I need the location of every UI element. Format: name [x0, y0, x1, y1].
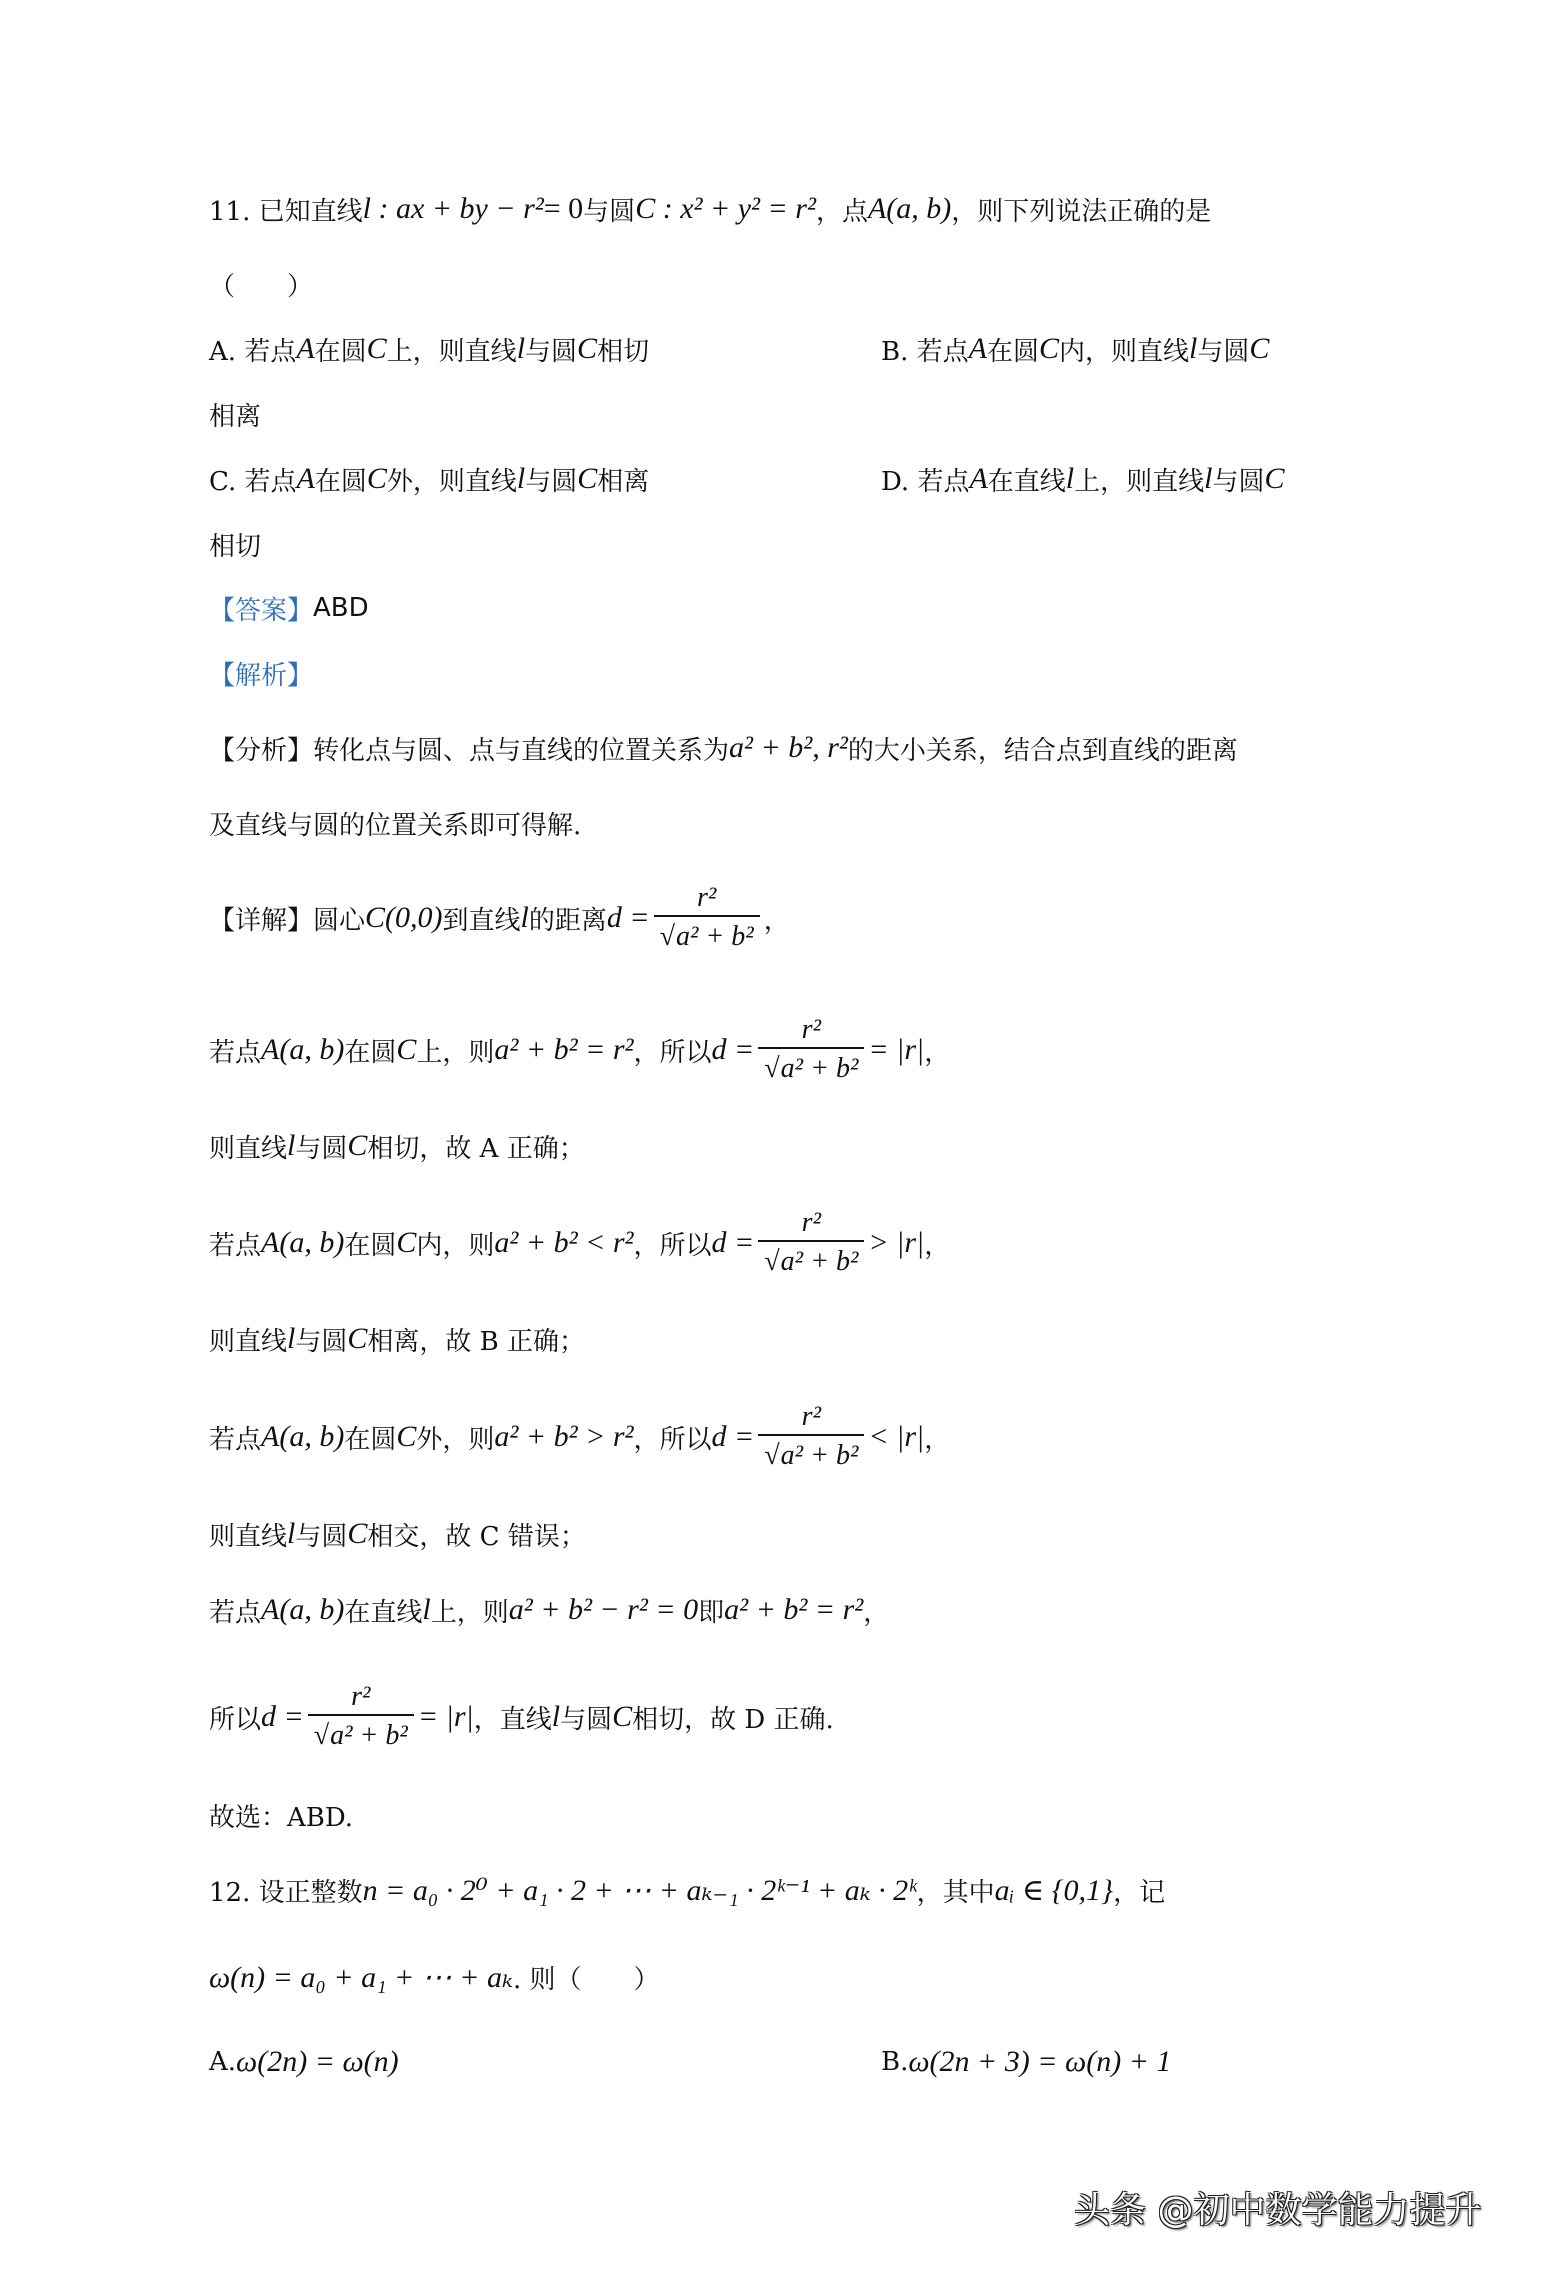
text-line — [209, 2032, 399, 2092]
math-expression: a² + b² < r² — [494, 1226, 634, 1259]
text-line — [209, 1014, 951, 1084]
math-expression: A — [296, 332, 315, 365]
text: 相离，故 B 正确； — [367, 1326, 586, 1357]
text: 若点 — [209, 1230, 262, 1261]
math-expression: a² + b² − r² = 0 — [508, 1593, 699, 1626]
text: ，所以 — [633, 1230, 712, 1261]
math-expression: l : ax + by − r² — [362, 192, 544, 225]
text: A. 若点 — [209, 336, 297, 367]
fraction — [654, 881, 760, 955]
math-expression: a² + b² = r² — [494, 1033, 634, 1066]
fraction-denominator-sqrt: √ a² + b² — [308, 1714, 414, 1754]
text: 11. 已知直线 — [209, 196, 363, 227]
text: 在直线 — [344, 1597, 423, 1628]
math-expression: C — [612, 1700, 633, 1733]
text: 与圆 — [295, 1326, 348, 1357]
text: 与圆 — [1197, 336, 1250, 367]
text-line — [209, 1785, 353, 1845]
text-line — [209, 1401, 951, 1471]
section-label: 【解析】 — [209, 660, 314, 691]
text: ，所以 — [633, 1037, 712, 1068]
math-expression: A — [968, 332, 987, 365]
math-expression: A(a, b) — [867, 192, 952, 225]
math-expression: C — [396, 1420, 417, 1453]
math-expression: C — [577, 332, 598, 365]
text-line — [209, 1504, 586, 1564]
text: 【详解】圆心 — [209, 905, 366, 936]
text: 相切 — [209, 531, 262, 562]
text-line — [209, 1207, 951, 1277]
text: 在圆 — [314, 466, 367, 497]
text: C. 若点 — [209, 466, 297, 497]
fraction-numerator: r² — [697, 882, 717, 913]
fraction-numerator: r² — [351, 1681, 371, 1712]
text: 与圆 — [295, 1133, 348, 1164]
text: 在圆 — [314, 336, 367, 367]
math-expression: d = — [711, 1226, 755, 1259]
math-expression: C(0,0) — [365, 901, 443, 934]
fraction-numerator: r² — [801, 1401, 821, 1432]
math-expression: l — [287, 1322, 296, 1355]
text: 上，则 — [430, 1597, 509, 1628]
math-expression: l — [516, 332, 526, 365]
math-expression: d = — [606, 901, 650, 934]
text: 12. 设正整数 — [209, 1877, 363, 1908]
text: . 则（ ） — [512, 1964, 660, 1995]
text: 【分析】转化点与圆、点与直线的位置关系为 — [209, 735, 730, 766]
math-expression: C — [396, 1226, 417, 1259]
text: 上，则直线 — [386, 336, 517, 367]
math-expression: l — [422, 1593, 431, 1626]
text: 与圆 — [560, 1704, 613, 1735]
text-line — [209, 643, 313, 703]
math-expression: d = — [261, 1700, 304, 1733]
math-expression: A(a, b) — [261, 1226, 345, 1259]
math-expression: C — [347, 1129, 368, 1162]
math-expression: C — [347, 1517, 368, 1550]
text: 与圆 — [295, 1521, 348, 1552]
fraction — [758, 1400, 864, 1474]
text-line — [209, 384, 261, 444]
text: ，直线 — [473, 1704, 552, 1735]
text: ， — [863, 1597, 890, 1628]
math-expression: = |r| — [417, 1700, 474, 1733]
text: 的距离 — [528, 905, 607, 936]
math-expression: A(a, b) — [261, 1420, 345, 1453]
math-expression: n = a₀ · 2⁰ + a₁ · 2 + ⋯ + aₖ₋₁ · 2ᵏ⁻¹ + aₖ · 2ᵏ — [362, 1873, 917, 1907]
text-line — [209, 319, 649, 379]
fraction — [758, 1013, 864, 1087]
math-expression: > |r| — [868, 1226, 925, 1259]
text-line — [209, 449, 649, 509]
math-expression: A — [296, 462, 315, 495]
math-expression: l — [1204, 462, 1213, 495]
math-expression: A(a, b) — [261, 1593, 345, 1626]
math-expression: l — [551, 1700, 561, 1733]
text: D. 若点 — [881, 466, 970, 497]
math-expression: l — [287, 1517, 296, 1550]
math-expression: a² + b² > r² — [494, 1420, 634, 1453]
text: 上，则 — [416, 1037, 495, 1068]
text-line — [881, 2032, 1171, 2092]
text: 上，则直线 — [1074, 466, 1205, 497]
math-expression: = |r| — [868, 1033, 925, 1066]
text: ，点 — [815, 196, 868, 227]
text: ，则下列说法正确的是 — [951, 196, 1212, 227]
text: 相切 — [597, 336, 650, 367]
text: 到直线 — [442, 905, 521, 936]
math-expression: l — [1065, 462, 1075, 495]
text: B. — [881, 2047, 909, 2077]
text-line — [209, 254, 313, 314]
text-line — [209, 718, 1238, 778]
text: ，其中 — [916, 1877, 995, 1908]
fraction — [308, 1680, 414, 1754]
math-expression: d = — [711, 1033, 755, 1066]
text: ， — [924, 1230, 951, 1261]
text-line — [209, 1116, 585, 1176]
fraction-denominator-sqrt: √ a² + b² — [758, 1434, 864, 1474]
text: 及直线与圆的位置关系即可得解. — [209, 810, 582, 841]
text: 在直线 — [987, 466, 1066, 497]
text-line — [209, 882, 790, 952]
text: 相离 — [209, 401, 262, 432]
text: 相切，故 D 正确. — [632, 1704, 834, 1735]
math-expression: ω(2n) = ω(n) — [236, 2045, 399, 2078]
math-expression: = 0 — [543, 192, 584, 225]
fraction-numerator: r² — [801, 1014, 821, 1045]
text: ， — [924, 1037, 951, 1068]
text: B. 若点 — [881, 336, 969, 367]
text: 若点 — [209, 1037, 262, 1068]
math-expression: C : x² + y² = r² — [635, 192, 816, 225]
text: 故选：ABD. — [209, 1802, 354, 1833]
math-expression: A — [969, 462, 988, 495]
text-line — [209, 1681, 834, 1751]
text: 在圆 — [344, 1230, 397, 1261]
text: A. — [209, 2047, 237, 2077]
text: 若点 — [209, 1424, 262, 1455]
text: 所以 — [209, 1704, 262, 1735]
fraction-numerator: r² — [801, 1207, 821, 1238]
text: 内，则 — [416, 1230, 495, 1261]
text: 即 — [698, 1597, 725, 1628]
text: 与圆 — [1212, 466, 1265, 497]
math-expression: l — [516, 462, 526, 495]
text: 则直线 — [209, 1326, 288, 1357]
section-label: 【答案】 — [209, 595, 314, 626]
text: 相交，故 C 错误； — [367, 1521, 586, 1552]
text: ， — [924, 1424, 951, 1455]
math-expression: l — [287, 1129, 296, 1162]
text: 在圆 — [344, 1424, 397, 1455]
math-expression: C — [1038, 332, 1059, 365]
fraction-denominator-sqrt: √ a² + b² — [654, 915, 760, 955]
text: 内，则直线 — [1059, 336, 1190, 367]
math-expression: C — [347, 1322, 368, 1355]
math-expression: ω(n) = a₀ + a₁ + ⋯ + aₖ — [209, 1960, 513, 1994]
text: 外，则直线 — [386, 466, 517, 497]
math-expression: l — [1189, 332, 1198, 365]
text-line — [209, 1947, 659, 2007]
math-expression: ω(2n + 3) = ω(n) + 1 — [908, 2045, 1172, 2078]
text-line — [209, 1309, 585, 1369]
text-line — [209, 578, 369, 638]
math-expression: C — [366, 332, 387, 365]
math-expression: C — [396, 1033, 417, 1066]
math-expression: d = — [711, 1420, 755, 1453]
text-line — [881, 449, 1285, 509]
math-expression: C — [1249, 332, 1270, 365]
text-line — [881, 319, 1269, 379]
text: 则直线 — [209, 1133, 288, 1164]
text: ，记 — [1113, 1877, 1166, 1908]
math-expression: a² + b² = r² — [724, 1593, 864, 1626]
text: ， — [763, 905, 790, 936]
text: 与圆 — [525, 336, 578, 367]
text: 若点 — [209, 1597, 262, 1628]
text-line — [209, 1580, 889, 1640]
math-expression: C — [366, 462, 387, 495]
fraction-denominator-sqrt: √ a² + b² — [758, 1240, 864, 1280]
math-expression: A(a, b) — [261, 1033, 345, 1066]
math-expression: C — [577, 462, 598, 495]
math-expression: l — [520, 901, 529, 934]
text: 在圆 — [344, 1037, 397, 1068]
text: 则直线 — [209, 1521, 288, 1552]
text: 与圆 — [525, 466, 578, 497]
answer-value: ABD — [313, 593, 369, 623]
text-line — [209, 179, 1211, 239]
text-line — [209, 514, 261, 574]
text: 相切，故 A 正确； — [367, 1133, 585, 1164]
math-expression: < |r| — [868, 1420, 925, 1453]
text: 外，则 — [416, 1424, 495, 1455]
fraction-denominator-sqrt: √ a² + b² — [758, 1047, 864, 1087]
text-line — [209, 793, 581, 853]
math-expression: a² + b², r² — [729, 731, 848, 764]
text-line — [209, 1860, 1165, 1920]
fraction — [758, 1206, 864, 1280]
math-expression: aᵢ ∈ {0,1} — [994, 1873, 1114, 1907]
math-expression: C — [1264, 462, 1285, 495]
watermark: 头条 @初中数学能力提升 — [1074, 2190, 1482, 2231]
text: （ ） — [209, 271, 314, 302]
text: 在圆 — [986, 336, 1039, 367]
text: ，所以 — [633, 1424, 712, 1455]
text: 相离 — [597, 466, 650, 497]
text: 的大小关系，结合点到直线的距离 — [847, 735, 1238, 766]
text: 与圆 — [583, 196, 636, 227]
